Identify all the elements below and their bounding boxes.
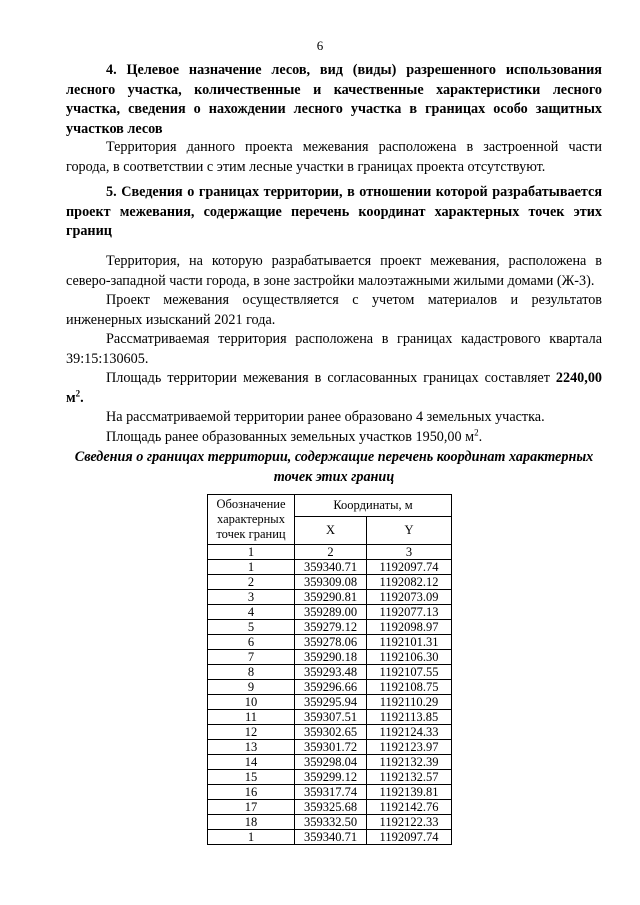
table-row <box>208 695 452 710</box>
y-cell: 1192122.33 <box>367 815 452 830</box>
x-cell: 359332.50 <box>295 815 367 830</box>
y-cell: 1192097.74 <box>367 560 452 575</box>
column-number-2: 2 <box>295 545 367 560</box>
paragraph-surveys: Проект межевания осуществляется с учетом материалов и результатов инженерных изысканий 2021 года. <box>66 292 602 328</box>
x-cell: 359301.72 <box>295 740 367 755</box>
paragraph-parcels: На рассматриваемой территории ранее образовано 4 земельных участка. <box>106 409 545 425</box>
y-cell: 1192073.09 <box>367 590 452 605</box>
header-coordinates: Координаты, м <box>295 495 452 517</box>
y-cell: 1192082.12 <box>367 575 452 590</box>
x-cell: 359290.81 <box>295 590 367 605</box>
table-row <box>208 590 452 605</box>
table-row <box>208 680 452 695</box>
table-row <box>208 650 452 665</box>
x-cell: 359340.71 <box>295 560 367 575</box>
y-cell: 1192098.97 <box>367 620 452 635</box>
x-cell: 359325.68 <box>295 800 367 815</box>
x-cell: 359290.18 <box>295 650 367 665</box>
x-cell: 359298.04 <box>295 755 367 770</box>
y-cell: 1192101.31 <box>367 635 452 650</box>
point-cell: 15 <box>208 770 295 785</box>
table-caption: Сведения о границах территории, содержащие перечень координат характерных точек этих границ <box>74 449 594 485</box>
table-row <box>208 620 452 635</box>
y-cell: 1192107.55 <box>367 665 452 680</box>
x-cell: 359293.48 <box>295 665 367 680</box>
point-cell: 9 <box>208 680 295 695</box>
y-cell: 1192077.13 <box>367 605 452 620</box>
point-cell: 1 <box>208 560 295 575</box>
page-number: 6 <box>316 38 324 53</box>
point-cell: 12 <box>208 725 295 740</box>
x-cell: 359302.65 <box>295 725 367 740</box>
section-4-text: Территория данного проекта межевания расположена в застроенной части города, в соответствии с этим лесные участки в границах проекта отсутствуют. <box>66 139 602 175</box>
point-cell: 13 <box>208 740 295 755</box>
y-cell: 1192097.74 <box>367 830 452 845</box>
section-5-body <box>66 252 602 447</box>
section-5-heading: 5. Сведения о границах территории, в отношении которой разрабатывается проект межевания, содержащие перечень координат характерных точек этих границ <box>66 184 602 239</box>
table-row <box>208 830 452 845</box>
y-cell: 1192139.81 <box>367 785 452 800</box>
point-cell: 14 <box>208 755 295 770</box>
x-cell: 359295.94 <box>295 695 367 710</box>
y-cell: 1192124.33 <box>367 725 452 740</box>
paragraph-cadastral: Рассматриваемая территория расположена в границах кадастрового квартала 39:15:130605. <box>66 331 602 367</box>
column-number-3: 3 <box>367 545 452 560</box>
table-row <box>208 575 452 590</box>
x-cell: 359307.51 <box>295 710 367 725</box>
table-row <box>208 755 452 770</box>
y-cell: 1192132.57 <box>367 770 452 785</box>
x-cell: 359289.00 <box>295 605 367 620</box>
table-row <box>208 815 452 830</box>
point-cell: 17 <box>208 800 295 815</box>
y-cell: 1192110.29 <box>367 695 452 710</box>
point-cell: 16 <box>208 785 295 800</box>
x-cell: 359278.06 <box>295 635 367 650</box>
point-cell: 6 <box>208 635 295 650</box>
table-row <box>208 605 452 620</box>
coordinates-table <box>207 494 452 845</box>
area-text: Площадь территории межевания в согласованных границах составляет <box>106 370 556 386</box>
point-cell: 5 <box>208 620 295 635</box>
paragraph-location: Территория, на которую разрабатывается проект межевания, расположена в северо-западной части города, в зоне застройки малоэтажными жилыми домами (Ж-3). <box>66 253 602 289</box>
table-row <box>208 800 452 815</box>
paragraph-parcel-area: Площадь ранее образованных земельных участков 1950,00 $м^2$. <box>106 426 483 445</box>
x-cell: 359317.74 <box>295 785 367 800</box>
table-row <box>208 560 452 575</box>
x-cell: 359340.71 <box>295 830 367 845</box>
table-row <box>208 740 452 755</box>
header-y: Y <box>367 516 452 544</box>
table-row <box>208 770 452 785</box>
point-cell: 4 <box>208 605 295 620</box>
point-cell: 7 <box>208 650 295 665</box>
table-row <box>208 665 452 680</box>
x-cell: 359309.08 <box>295 575 367 590</box>
table-row <box>208 635 452 650</box>
table-row <box>208 785 452 800</box>
table-row <box>208 725 452 740</box>
y-cell: 1192113.85 <box>367 710 452 725</box>
y-cell: 1192108.75 <box>367 680 452 695</box>
table-row <box>208 710 452 725</box>
y-cell: 1192132.39 <box>367 755 452 770</box>
header-x: X <box>295 516 367 544</box>
point-cell: 2 <box>208 575 295 590</box>
area-value: 2240,00 $м^2$. <box>66 370 602 406</box>
header-point: Обозначение характерных точек границ <box>208 495 295 545</box>
x-cell: 359279.12 <box>295 620 367 635</box>
x-cell: 359299.12 <box>295 770 367 785</box>
point-cell: 1 <box>208 830 295 845</box>
y-cell: 1192142.76 <box>367 800 452 815</box>
point-cell: 18 <box>208 815 295 830</box>
section-4-heading: 4. Целевое назначение лесов, вид (виды) разрешенного использования лесного участка, количественные и качественные характеристики лесного участка, сведения о нахождении лесного участка в границах особо защитных участков лесов <box>66 62 602 137</box>
y-cell: 1192106.30 <box>367 650 452 665</box>
y-cell: 1192123.97 <box>367 740 452 755</box>
point-cell: 3 <box>208 590 295 605</box>
point-cell: 8 <box>208 665 295 680</box>
column-number-1: 1 <box>208 545 295 560</box>
point-cell: 10 <box>208 695 295 710</box>
paragraph-area <box>66 369 602 408</box>
point-cell: 11 <box>208 710 295 725</box>
x-cell: 359296.66 <box>295 680 367 695</box>
